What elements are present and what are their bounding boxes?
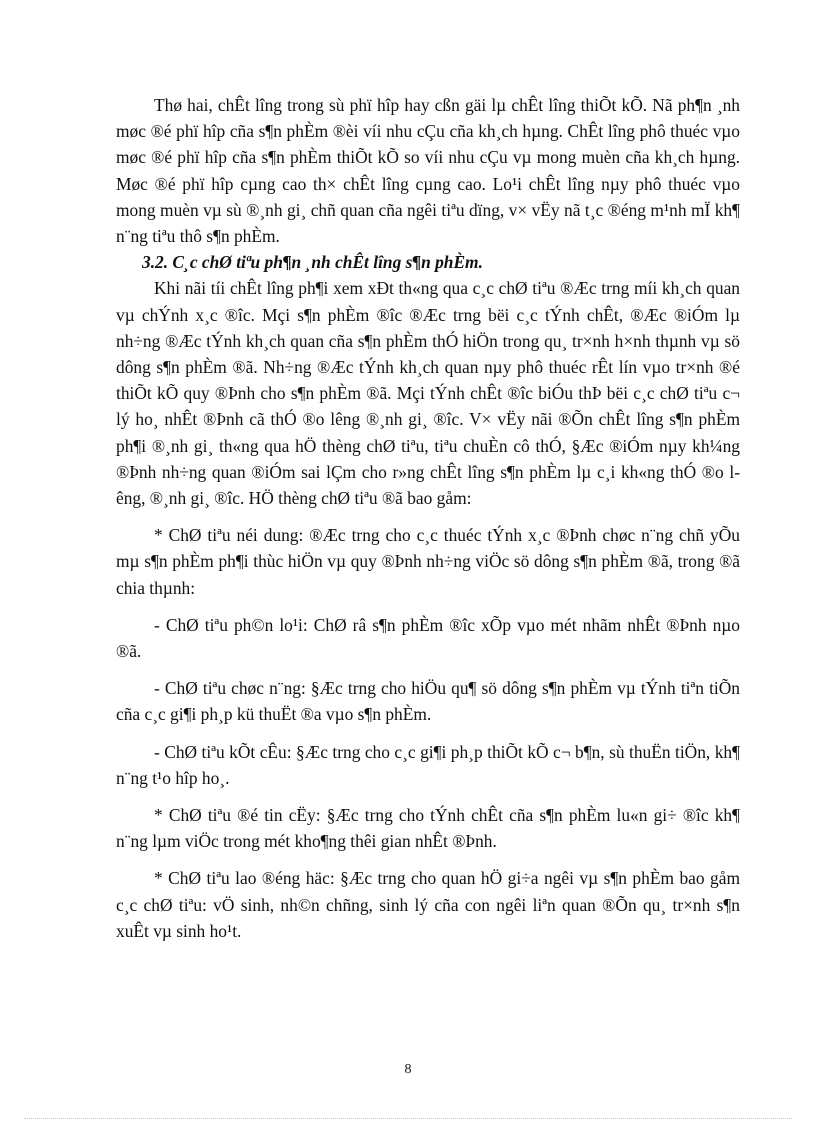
page-number: 8 (404, 1062, 412, 1077)
section-heading-3-2: 3.2. C¸c chØ tiªu ph¶n ¸nh chÊt lîng s¶n phÈm. (142, 252, 483, 273)
document-body (116, 92, 740, 944)
paragraph-quality-indicators: Khi nãi tíi chÊt lîng ph¶i xem xÐt th«ng qua c¸c chØ tiªu ®Æc trng míi kh¸ch quan vµ chÝnh x¸c ®îc. Mçi s¶n phÈm ®îc ®Æc trng bëi c¸c tÝnh chÊt, ®Æc ®iÓm lµ nh÷ng ®Æc tÝnh kh¸ch quan cña s¶n phÈm thÓ hiÖn trong qu¸ tr×nh h×nh thµnh vµ sö dông s¶n phÈm ®ã. Nh÷ng ®Æc tÝnh kh¸ch quan nµy phô thuéc rÊt lín vµo tr×nh ®é thiÕt kÕ quy ®Þnh cho s¶n phÈm ®ã. Mçi tÝnh chÊt ®îc biÓu thÞ bëi c¸c chØ tiªu c¬ lý ho¸ nhÊt ®Þnh cã thÓ ®o lêng ®¸nh gi¸ ®îc. V× vËy nãi ®Õn chÊt lîng s¶n phÈm ph¶i ®¸nh gi¸ th«ng qua hÖ thèng chØ tiªu, tiªu chuÈn cô thÓ, §Æc ®iÓm nµy kh¼ng ®Þnh nh÷ng quan ®iÓm sai lÇm cho r»ng chÊt lîng s¶n phÈm lµ c¸i kh«ng thÓ ®o lêng, ®¸nh gi¸ ®îc. HÖ thèng chØ tiªu ®ã bao gåm: (116, 278, 740, 509)
paragraph-function-indicators: - ChØ tiªu chøc n¨ng: §Æc trng cho hiÖu qu¶ sö dông s¶n phÈm vµ tÝnh tiªn tiÕn cña c¸c gi¶i ph¸p kü thuËt ®a vµo s¶n phÈm. (116, 678, 740, 725)
paragraph-reliability-indicators: * ChØ tiªu ®é tin cËy: §Æc trng cho tÝnh chÊt cña s¶n phÈm lu«n gi÷ ®îc kh¶ n¨ng lµm viÖc trong mét kho¶ng thêi gian nhÊt ®Þnh. (116, 805, 740, 852)
paragraph-ergonomic-indicators: * ChØ tiªu lao ®éng häc: §Æc trng cho quan hÖ gi÷a ngêi vµ s¶n phÈm bao gåm c¸c chØ tiªu: vÖ sinh, nh©n chñng, sinh lý cña con ngêi liªn quan ®Õn qu¸ tr×nh s¶n xuÊt vµ sinh ho¹t. (116, 868, 740, 941)
paragraph-classification-indicators: - ChØ tiªu ph©n lo¹i: ChØ râ s¶n phÈm ®îc xÕp vµo mét nhãm nhÊt ®Þnh nµo ®ã. (116, 614, 740, 662)
paragraph-structure-indicators: - ChØ tiªu kÕt cÊu: §Æc trng cho c¸c gi¶i ph¸p thiÕt kÕ c¬ b¶n, sù thuËn tiÖn, kh¶ n¨ng t¹o hîp ho¸. (116, 741, 740, 788)
paragraph-content-indicators: * ChØ tiªu néi dung: ®Æc trng cho c¸c thuéc tÝnh x¸c ®Þnh chøc n¨ng chñ yÕu mµ s¶n phÈm ph¶i thùc hiÖn vµ quy ®Þnh nh÷ng viÖc sö dông s¶n phÈm ®ã, trong ®ã chia thµnh: (116, 525, 740, 598)
paragraph-quality-of-conformance: Thø hai, chÊt lîng trong sù phï hîp hay cßn gäi lµ chÊt lîng thiÕt kÕ. Nã ph¶n ¸nh møc ®é phï hîp cña s¶n phÈm ®èi víi nhu cÇu cña kh¸ch hµng. ChÊt lîng phô thuéc vµo møc ®é phï hîp cña s¶n phÈm thiÕt kÕ so víi nhu cÇu vµ mong muèn cña kh¸ch hµng. Møc ®é phï hîp cµng cao th× chÊt lîng cµng cao. Lo¹i chÊt lîng nµy phô thuéc vµo mong muèn vµ sù ®¸nh gi¸ chñ quan cña ngêi tiªu dïng, v× vËy nã t¸c ®éng m¹nh mÏ kh¶ n¨ng tiªu thô s¶n phÈm. (116, 95, 740, 247)
page-bottom-divider (24, 1118, 792, 1119)
